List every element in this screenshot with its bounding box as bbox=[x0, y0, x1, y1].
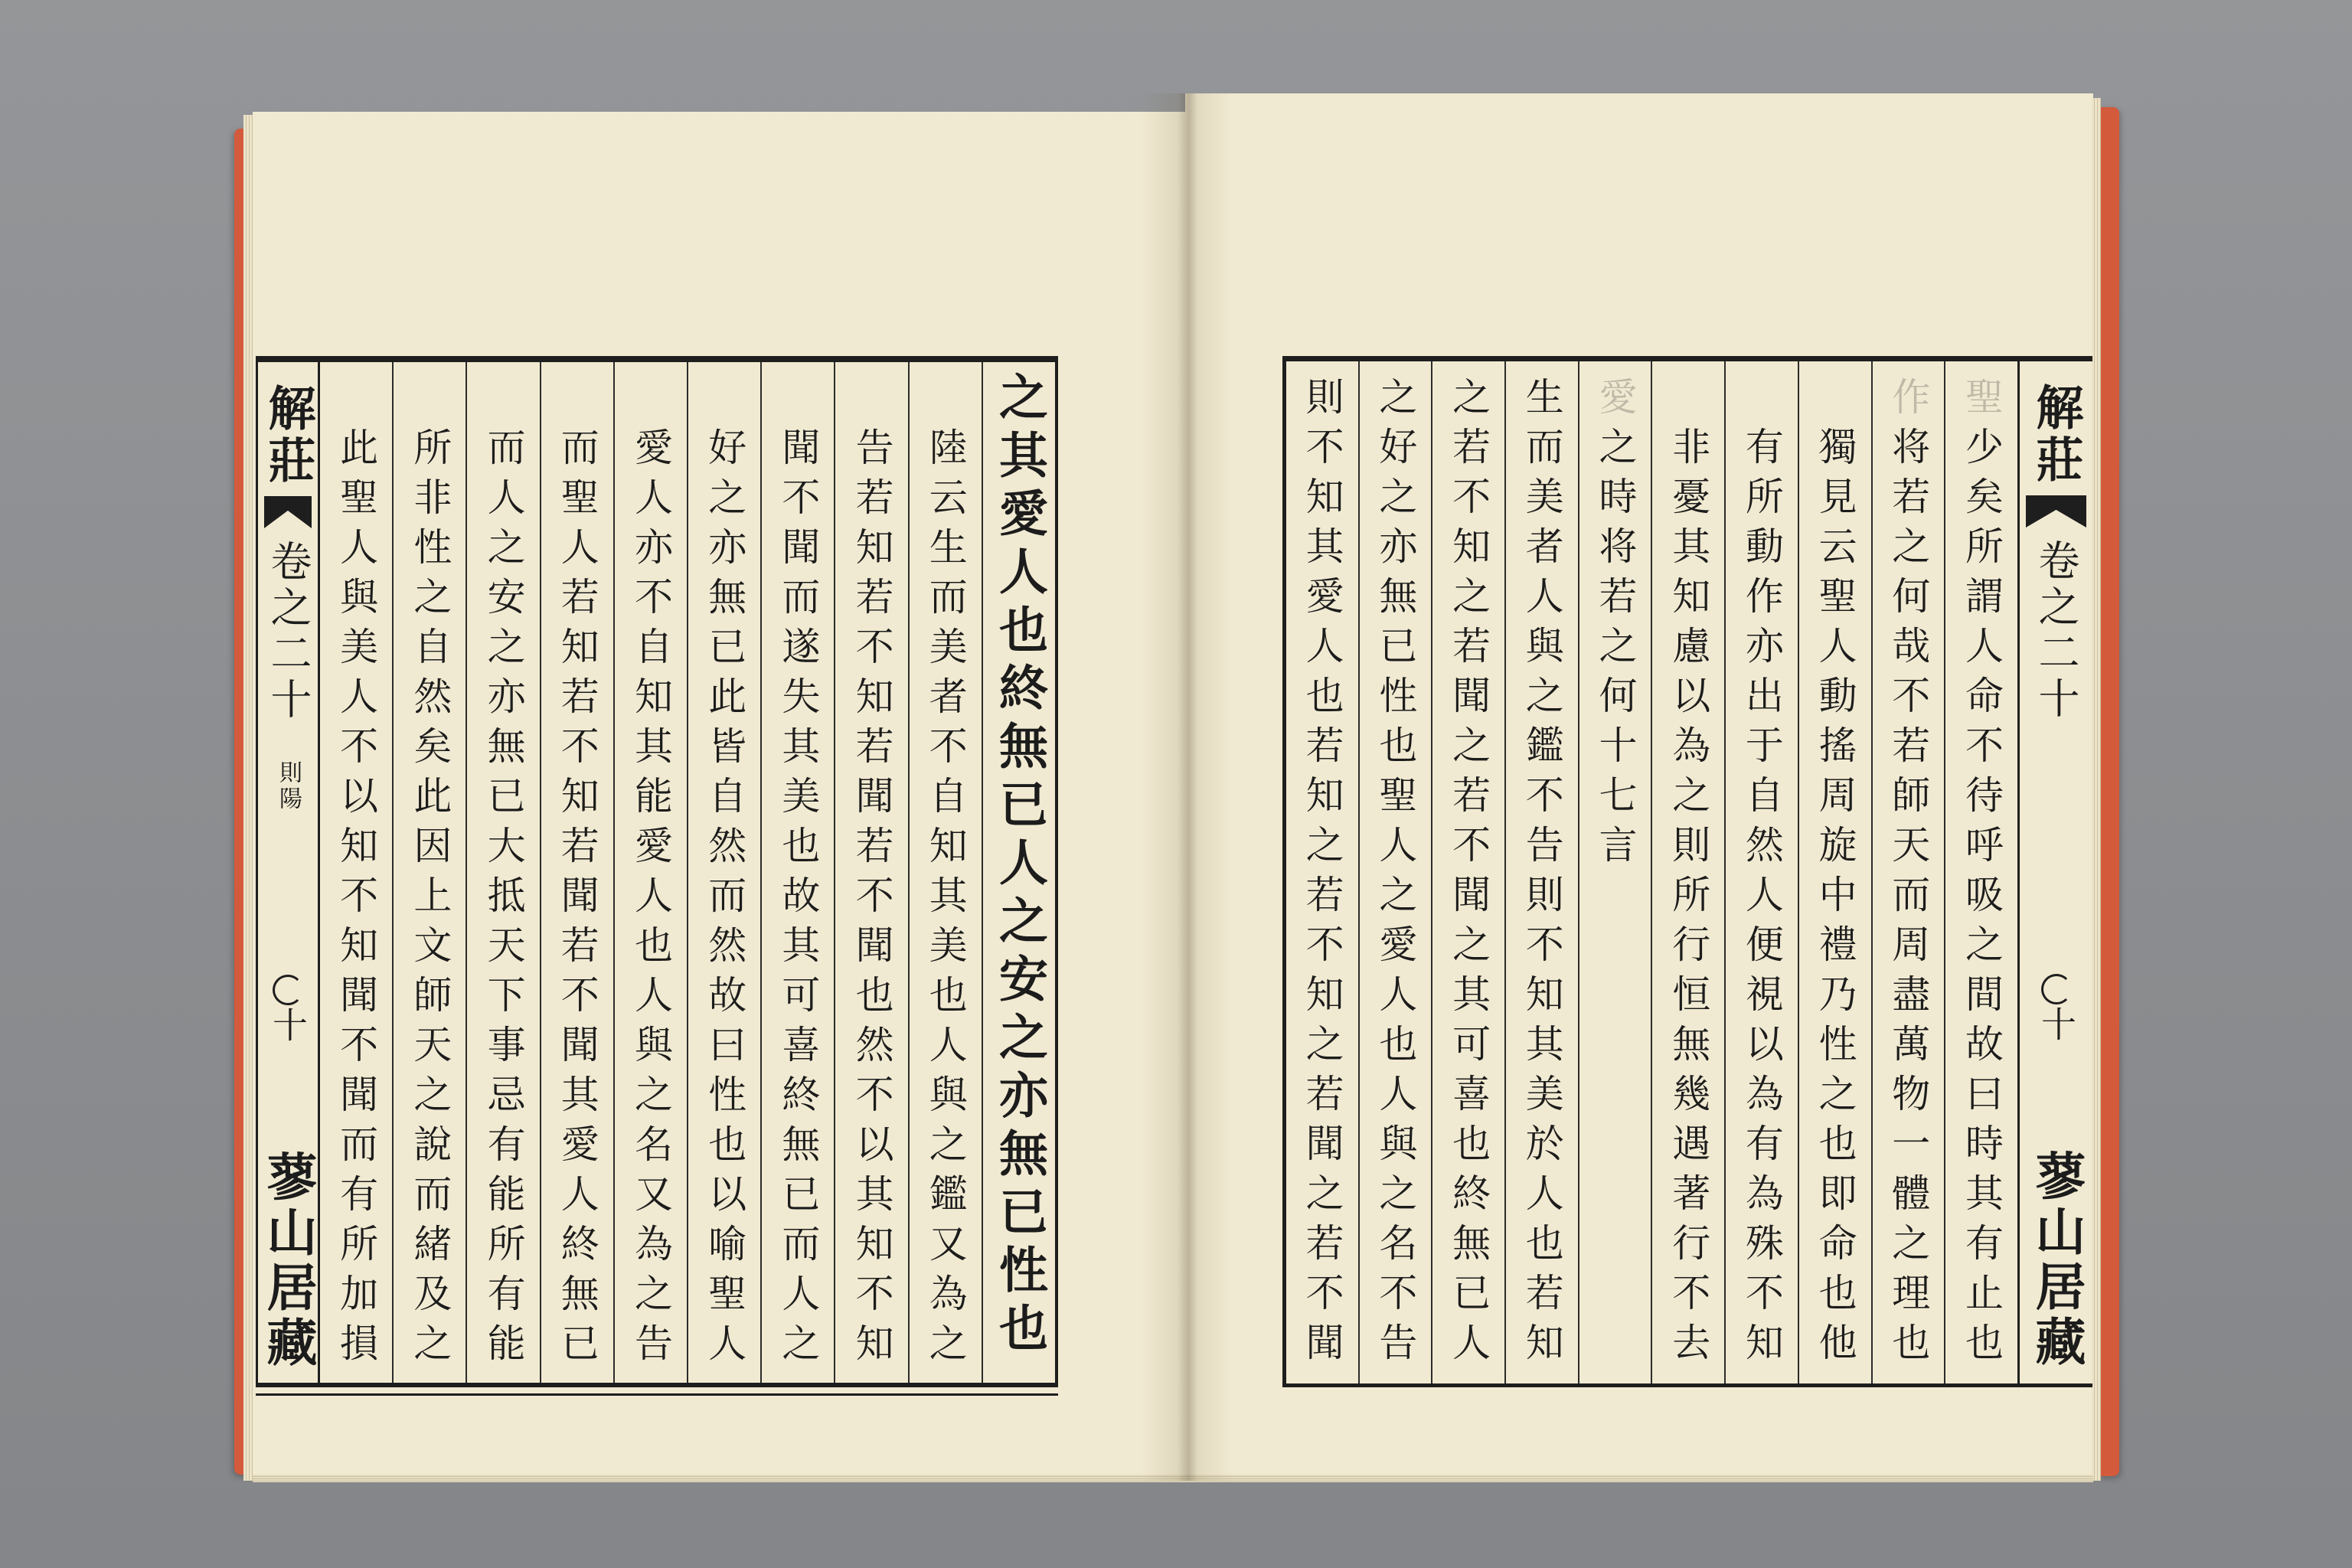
right-page-text-frame bbox=[1282, 356, 2092, 1387]
commentary-column: 之好之亦無已性也聖人之愛人也人與之名不告 bbox=[1373, 377, 1418, 1372]
text-column bbox=[760, 362, 834, 1383]
commentary-column: 此聖人與美人不以知不知聞不聞而有所加損 bbox=[334, 427, 379, 1373]
circle-mark bbox=[2041, 974, 2072, 1004]
text-column bbox=[1578, 361, 1651, 1383]
left-page-text-frame bbox=[256, 356, 1058, 1387]
text-column bbox=[1504, 361, 1578, 1383]
banxin-title: 解莊 bbox=[2028, 383, 2084, 487]
banxin-folio: 十 bbox=[2036, 1006, 2077, 1041]
banxin-publisher: 蓼山居藏 bbox=[2027, 1150, 2086, 1370]
circle-mark bbox=[273, 975, 303, 1005]
commentary-column: 所非性之自然矣此因上文師天之說而緒及之 bbox=[407, 427, 452, 1373]
banxin-chapter: 則陽 bbox=[275, 760, 302, 812]
commentary-column: 之若不知之若聞之若不聞之其可喜也終無已人 bbox=[1446, 377, 1491, 1372]
text-column bbox=[908, 362, 982, 1383]
text-column bbox=[320, 362, 392, 1383]
commentary-column: 愛人亦不自知其能愛人也人與之名又為之告 bbox=[628, 427, 673, 1373]
commentary-column: 獨見云聖人動搖周旋中禮乃性之也即命也他 bbox=[1812, 426, 1857, 1372]
right-banxin bbox=[2017, 361, 2092, 1383]
text-column bbox=[540, 362, 613, 1383]
bottom-double-rule bbox=[256, 1393, 1058, 1396]
text-column bbox=[1651, 361, 1724, 1383]
commentary-column: 将若之何哉不若師天而周盡萬物一體之理也 bbox=[1886, 426, 1931, 1372]
text-column bbox=[982, 362, 1055, 1383]
right-cover-edge bbox=[2099, 107, 2119, 1476]
text-column bbox=[1798, 361, 1871, 1383]
right-page-stack-edge bbox=[2092, 98, 2101, 1481]
text-column bbox=[613, 362, 687, 1383]
commentary-column: 生而美者人與之鑑不告則不知其美於人也若知 bbox=[1519, 377, 1564, 1372]
show-through-glyph: 作 bbox=[1886, 377, 1931, 415]
commentary-column: 少矣所謂人命不待呼吸之間故曰時其有止也 bbox=[1959, 426, 2004, 1372]
text-column bbox=[1944, 361, 2017, 1383]
text-column bbox=[1286, 361, 1358, 1383]
left-banxin bbox=[258, 362, 320, 1383]
commentary-column: 聞不聞而遂失其美也故其可喜終無已而人之 bbox=[776, 427, 821, 1373]
banxin-volume: 卷之二十 bbox=[264, 540, 312, 724]
commentary-column: 好之亦無已此皆自然而然故曰性也以喻聖人 bbox=[702, 427, 747, 1373]
text-column bbox=[466, 362, 539, 1383]
main-text-column: 之其愛人也終無已人之安之亦無已性也 bbox=[991, 371, 1048, 1361]
commentary-column: 之時将若之何十七言 bbox=[1592, 426, 1638, 874]
right-text-columns bbox=[1286, 361, 2017, 1383]
banxin-title: 解莊 bbox=[260, 384, 316, 488]
right-page-bottom-edge bbox=[1185, 1475, 2093, 1482]
text-column bbox=[1358, 361, 1432, 1383]
commentary-column: 有所動作亦出于自然人便視以為有為殊不知 bbox=[1739, 426, 1784, 1372]
text-column bbox=[1724, 361, 1798, 1383]
banxin-volume: 卷之二十 bbox=[2032, 539, 2080, 723]
commentary-column: 而人之安之亦無已大抵天下事忌有能所有能 bbox=[481, 427, 526, 1373]
text-column bbox=[1431, 361, 1504, 1383]
text-column bbox=[687, 362, 760, 1383]
commentary-column: 告若知若不知若聞若不聞也然不以其知不知 bbox=[849, 427, 894, 1373]
commentary-column: 而聖人若知若不知若聞若不聞其愛人終無已 bbox=[554, 427, 599, 1373]
text-column bbox=[834, 362, 907, 1383]
left-text-columns bbox=[320, 362, 1055, 1383]
text-column bbox=[1871, 361, 1945, 1383]
fishtail-mark bbox=[264, 496, 312, 528]
commentary-column: 則不知其愛人也若知之若不知之若聞之若不聞 bbox=[1299, 377, 1344, 1372]
commentary-column: 非憂其知慮以為之則所行恒無幾遇著行不去 bbox=[1666, 426, 1711, 1372]
book-gutter-shadow bbox=[1141, 93, 1233, 1481]
text-column bbox=[392, 362, 466, 1383]
banxin-folio: 十 bbox=[267, 1007, 309, 1042]
fishtail-mark bbox=[2026, 495, 2086, 528]
left-page-bottom-edge bbox=[253, 1475, 1188, 1482]
show-through-glyph: 聖 bbox=[1959, 377, 2004, 415]
show-through-glyph: 愛 bbox=[1592, 377, 1638, 415]
commentary-column: 陸云生而美者不自知其美也人與之鑑又為之 bbox=[923, 427, 968, 1373]
banxin-publisher: 蓼山居藏 bbox=[258, 1151, 318, 1371]
